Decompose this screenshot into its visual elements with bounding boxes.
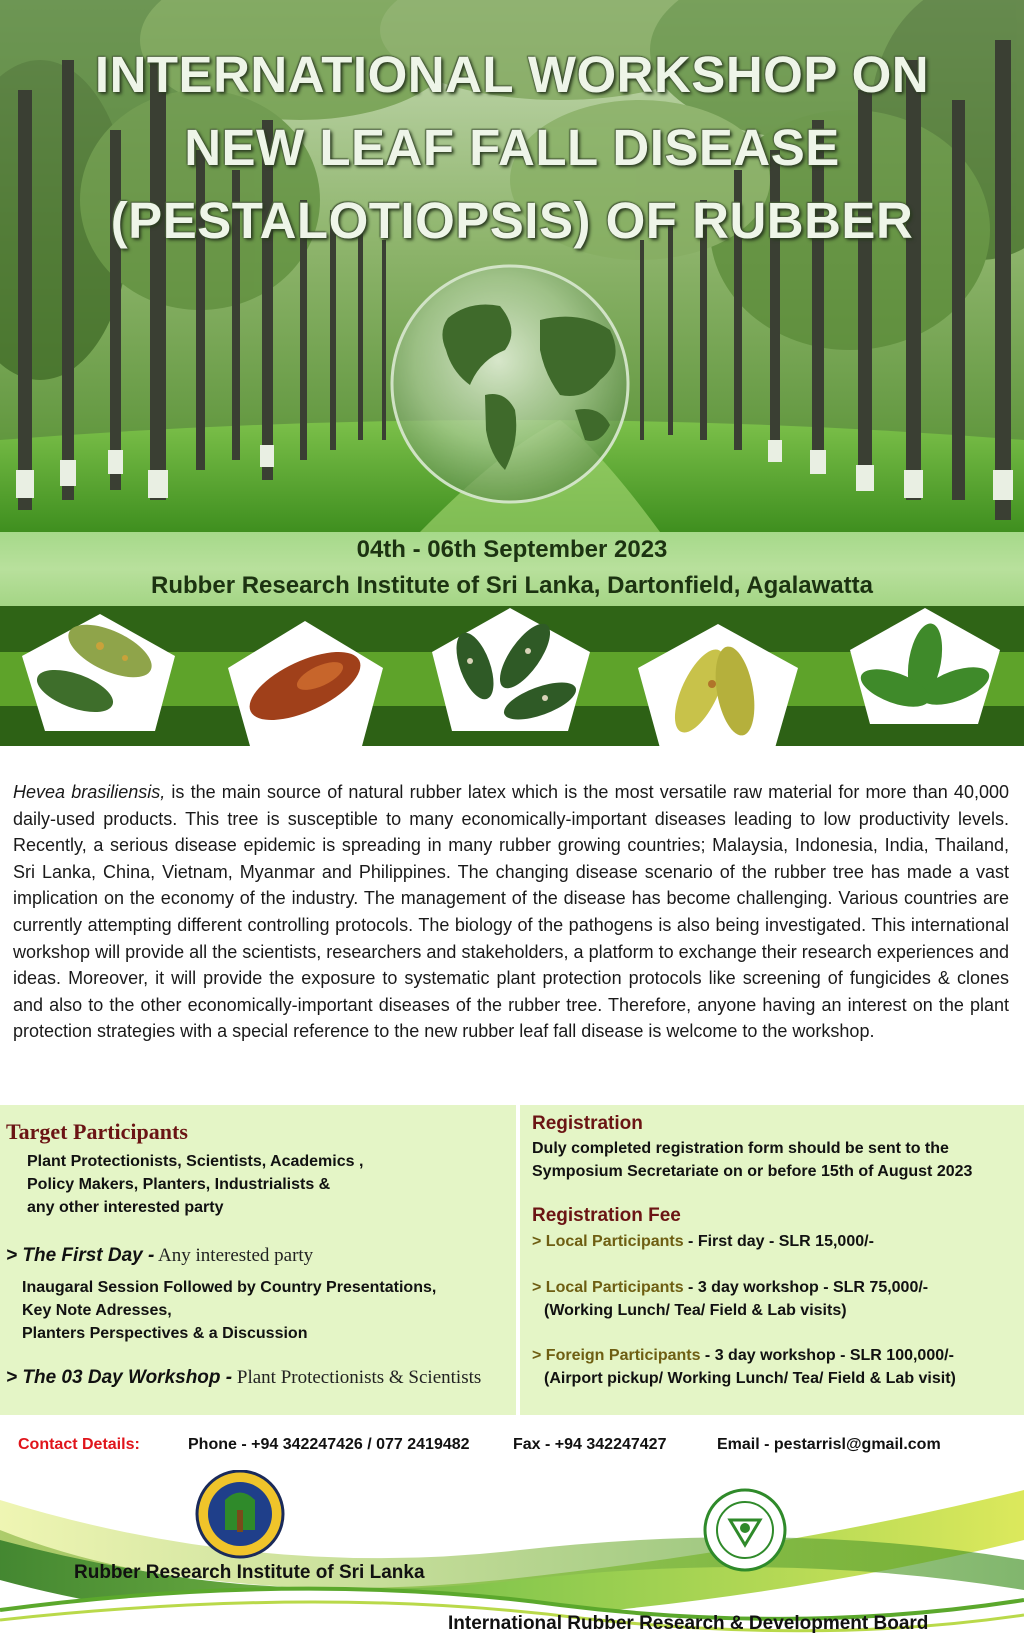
leaf-image-1 [22, 614, 175, 731]
first-day-heading [6, 1245, 313, 1267]
footer [0, 1470, 1024, 1645]
event-date: 04th - 06th September 2023 [356, 536, 668, 563]
irrdb-name: International Rubber Research & Development Board [448, 1613, 929, 1634]
fee-item [532, 1230, 874, 1253]
first-day-audience: Any interested party [154, 1245, 314, 1266]
leaf-image-band [0, 606, 1024, 772]
fee-label: > Local Participants [532, 1279, 684, 1296]
first-day-item: Inaugaral Session Followed by Country Presentations, [22, 1279, 437, 1296]
title-line-3: (PESTALOTIOPSIS) OF RUBBER [110, 192, 914, 249]
title-line-1: INTERNATIONAL WORKSHOP ON [94, 46, 930, 103]
rri-name: Rubber Research Institute of Sri Lanka [74, 1562, 425, 1583]
target-heading: Target Participants [6, 1119, 188, 1144]
fee-note: (Working Lunch/ Tea/ Field & Lab visits) [544, 1302, 847, 1319]
fee-detail: - 3 day workshop - SLR 100,000/- [700, 1347, 954, 1364]
fee-item [532, 1276, 928, 1299]
description-text: is the main source of natural rubber latex which is the most versatile raw material for more than 40,000 daily-used products. This tree is susceptible to many economically-important diseases leading to low productivity levels. Recently, a serious disease epidemic is spreading in many rubber growing countries; Malaysia, Indonesia, India, Thailand, Sri Lanka, China, Vietnam, Myanmar and Philippines. The changing disease scenario of the rubber tree has made a vast implication on the economy of the industry. The management of the disease has become challenging. Various countries are currently attempting different controlling protocols. The biology of the pathogens is also being investigated. This international workshop will provide all the scientists, researchers and stakeholders, a platform to exchange their research experiences and ideas. Moreover, it will provide the exposure to systematic plant protection protocols like screening of fungicides & clones and also to the other economically-important diseases of the rubber tree. Therefore, anyone having an interest on the plant protection strategies with a special reference to the new rubber leaf fall disease is welcome to the workshop. [13, 782, 1009, 1042]
leaf-image-5 [850, 608, 1000, 724]
workshop-description [13, 779, 1009, 1045]
date-venue-band [0, 532, 1024, 606]
three-day-heading [6, 1367, 481, 1389]
rri-logo [197, 1471, 283, 1557]
contact-phone: Phone - +94 342247426 / 077 2419482 [188, 1436, 470, 1453]
first-day-item: Key Note Adresses, [22, 1302, 172, 1319]
fee-note: (Airport pickup/ Working Lunch/ Tea/ Field & Lab visit) [544, 1370, 956, 1387]
contact-label: Contact Details: [18, 1436, 140, 1453]
fee-label: > Foreign Participants [532, 1347, 701, 1364]
leaf-image-3 [432, 608, 590, 731]
registration-heading: Registration [532, 1113, 643, 1134]
hero-banner [0, 0, 1024, 532]
three-day-label: > The 03 Day Workshop - [6, 1367, 233, 1388]
globe-icon [392, 266, 628, 502]
three-day-audience: Plant Protectionists & Scientists [232, 1367, 482, 1388]
species-name: Hevea brasiliensis, [13, 782, 166, 802]
contact-details [0, 1420, 1024, 1470]
registration-panel [520, 1105, 1024, 1415]
fee-detail: - First day - SLR 15,000/- [683, 1233, 874, 1250]
leaf-image-2 [228, 621, 383, 746]
title-line-2: NEW LEAF FALL DISEASE [184, 119, 840, 176]
contact-email[interactable]: Email - pestarrisl@gmail.com [717, 1436, 941, 1453]
leaf-image-4 [638, 624, 798, 748]
target-line: any other interested party [27, 1199, 224, 1216]
target-participants-panel [0, 1105, 516, 1415]
fee-item [532, 1344, 954, 1367]
target-line: Plant Protectionists, Scientists, Academics , [27, 1153, 364, 1170]
fee-heading: Registration Fee [532, 1205, 681, 1226]
irrdb-logo [705, 1490, 785, 1570]
fee-detail: - 3 day workshop - SLR 75,000/- [683, 1279, 929, 1296]
registration-line: Symposium Secretariate on or before 15th of August 2023 [532, 1163, 973, 1180]
event-title [0, 38, 1024, 257]
target-line: Policy Makers, Planters, Industrialists & [27, 1176, 331, 1193]
fee-label: > Local Participants [532, 1233, 684, 1250]
first-day-label: > The First Day - [6, 1245, 155, 1266]
first-day-item: Planters Perspectives & a Discussion [22, 1325, 308, 1342]
event-venue: Rubber Research Institute of Sri Lanka, Dartonfield, Agalawatta [151, 572, 873, 599]
registration-line: Duly completed registration form should be sent to the [532, 1140, 949, 1157]
contact-fax: Fax - +94 342247427 [513, 1436, 667, 1453]
